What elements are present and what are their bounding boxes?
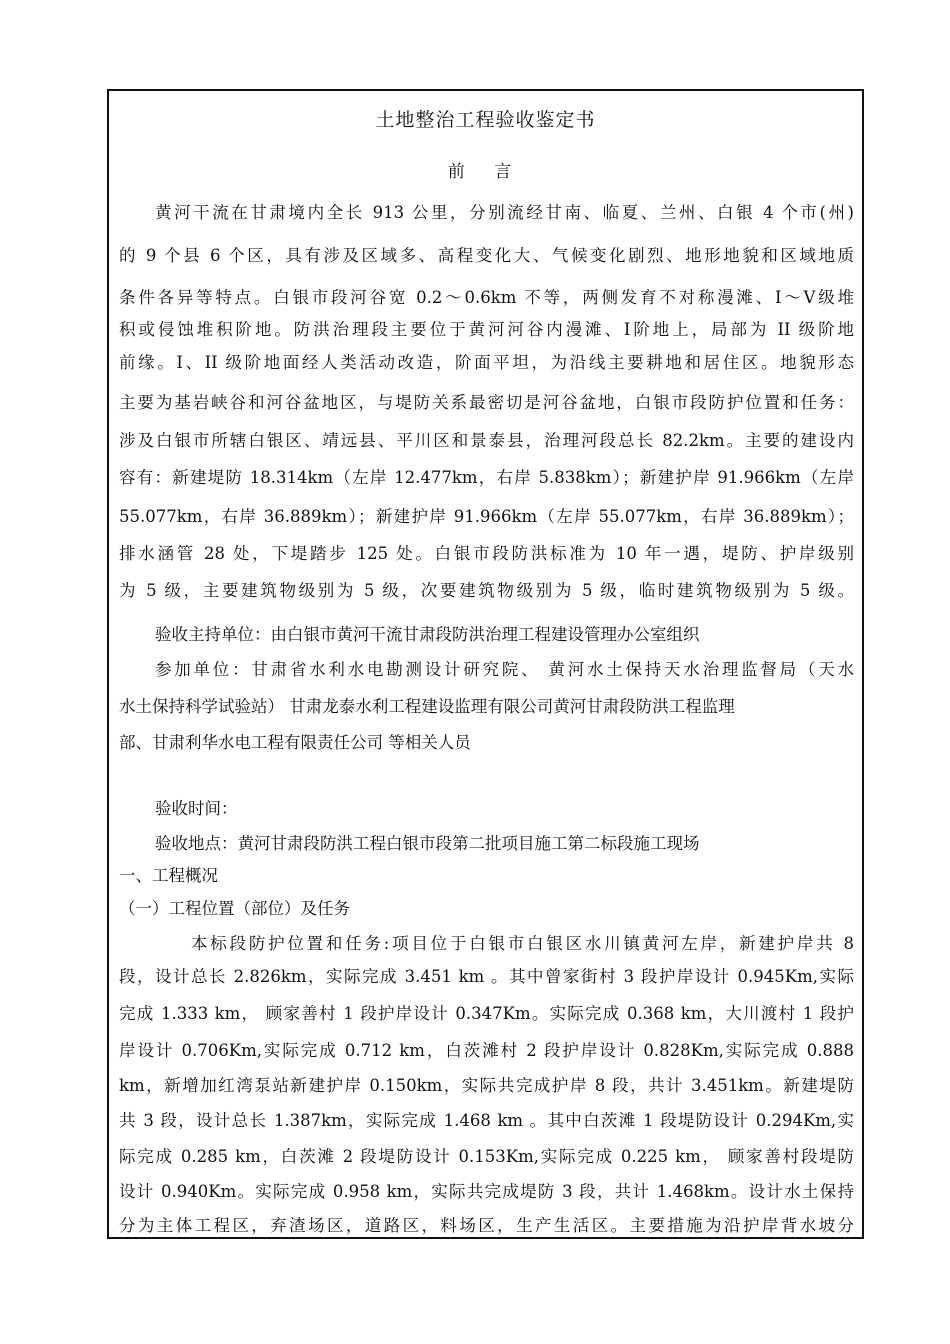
acceptance-time: 验收时间： xyxy=(155,799,238,818)
body-line: 分为主体工程区，弃渣场区，道路区，料场区，生产生活区。主要措施为沿护岸背水坡分 xyxy=(119,1216,854,1235)
preface-line: 55.077km，右岸 36.889km）；新建护岸 91.966km（左岸 55.077km，右岸 36.889km）； xyxy=(119,507,854,526)
preface-line: 条件各异等特点。白银市段河谷宽 0.2～0.6km 不等，两侧发育不对称漫滩、Ⅰ～Ⅴ级堆 xyxy=(119,288,854,307)
preface-line: 涉及白银市所辖白银区、靖远县、平川区和景泰县，治理河段总长 82.2km。主要的建设内 xyxy=(119,431,854,450)
preface-line: 容有：新建堤防 18.314km（左岸 12.477km，右岸 5.838km）；新建护岸 91.966km（左岸 xyxy=(119,468,854,487)
preface-heading: 前 言 xyxy=(447,162,524,182)
body-line: km，新增加红湾泵站新建护岸 0.150km，实际共完成护岸 8 段，共计 3.451km。新建堤防 xyxy=(119,1076,854,1095)
preface-line: 积或侵蚀堆积阶地。防洪治理段主要位于黄河河谷内漫滩、Ⅰ阶地上，局部为 II 级阶地 xyxy=(119,320,854,339)
body-line: 完成 1.333 km， 顾家善村 1 段护岸设计 0.347Km。实际完成 0.368 km，大川渡村 1 段护 xyxy=(119,1004,854,1023)
preface-line: 的 9 个县 6 个区，具有涉及区域多、高程变化大、气候变化剧烈、地形地貌和区域地质 xyxy=(119,246,854,265)
document-title: 土地整治工程验收鉴定书 xyxy=(375,109,596,131)
host-unit: 验收主持单位：由白银市黄河干流甘肃段防洪治理工程建设管理办公室组织 xyxy=(155,625,700,644)
body-line: 设计 0.940Km。实际完成 0.958 km，实际共完成堤防 3 段，共计 1.468km。设计水土保持 xyxy=(119,1182,854,1201)
body-line: 本标段防护位置和任务:项目位于白银市白银区水川镇黄河左岸，新建护岸共 8 xyxy=(191,934,854,953)
participants-line: 水土保持科学试验站） 甘肃龙泰水利工程建设监理有限公司黄河甘肃段防洪工程监理 xyxy=(119,697,735,716)
section-heading: 一、工程概况 xyxy=(119,866,218,885)
preface-line: 排水涵管 28 处，下堤踏步 125 处。白银市段防洪标准为 10 年一遇，堤防、护岸级别 xyxy=(119,544,854,563)
preface-line: 黄河干流在甘肃境内全长 913 公里，分别流经甘南、临夏、兰州、白银 4 个市(州) xyxy=(155,203,854,222)
subsection-heading: （一）工程位置（部位）及任务 xyxy=(119,899,350,918)
document-frame xyxy=(107,89,864,1239)
participants-line: 部、甘肃利华水电工程有限责任公司 等相关人员 xyxy=(119,733,471,752)
body-line: 共 3 段，设计总长 1.387km，实际完成 1.468 km 。其中白茨滩 1 段堤防设计 0.294Km,实 xyxy=(119,1111,854,1130)
body-line: 岸设计 0.706Km,实际完成 0.712 km，白茨滩村 2 段护岸设计 0.828Km,实际完成 0.888 xyxy=(119,1041,854,1060)
preface-line: 为 5 级，主要建筑物级别为 5 级，次要建筑物级别为 5 级，临时建筑物级别为 5 级。 xyxy=(119,581,854,600)
preface-line: 主要为基岩峡谷和河谷盆地区，与堤防关系最密切是河谷盆地，白银市段防护位置和任务： xyxy=(119,393,854,412)
preface-line: 前缘。Ⅰ、II 级阶地面经人类活动改造，阶面平坦，为沿线主要耕地和居住区。地貌形态 xyxy=(119,353,854,372)
participants-line: 参加单位：甘肃省水利水电勘测设计研究院、 黄河水土保持天水治理监督局（天水 xyxy=(155,660,854,679)
body-line: 际完成 0.285 km，白茨滩 2 段堤防设计 0.153Km,实际完成 0.225 km， 顾家善村段堤防 xyxy=(119,1147,854,1166)
acceptance-place: 验收地点：黄河甘肃段防洪工程白银市段第二批项目施工第二标段施工现场 xyxy=(155,834,700,853)
body-line: 段，设计总长 2.826km，实际完成 3.451 km 。其中曾家街村 3 段护岸设计 0.945Km,实际 xyxy=(119,967,854,986)
